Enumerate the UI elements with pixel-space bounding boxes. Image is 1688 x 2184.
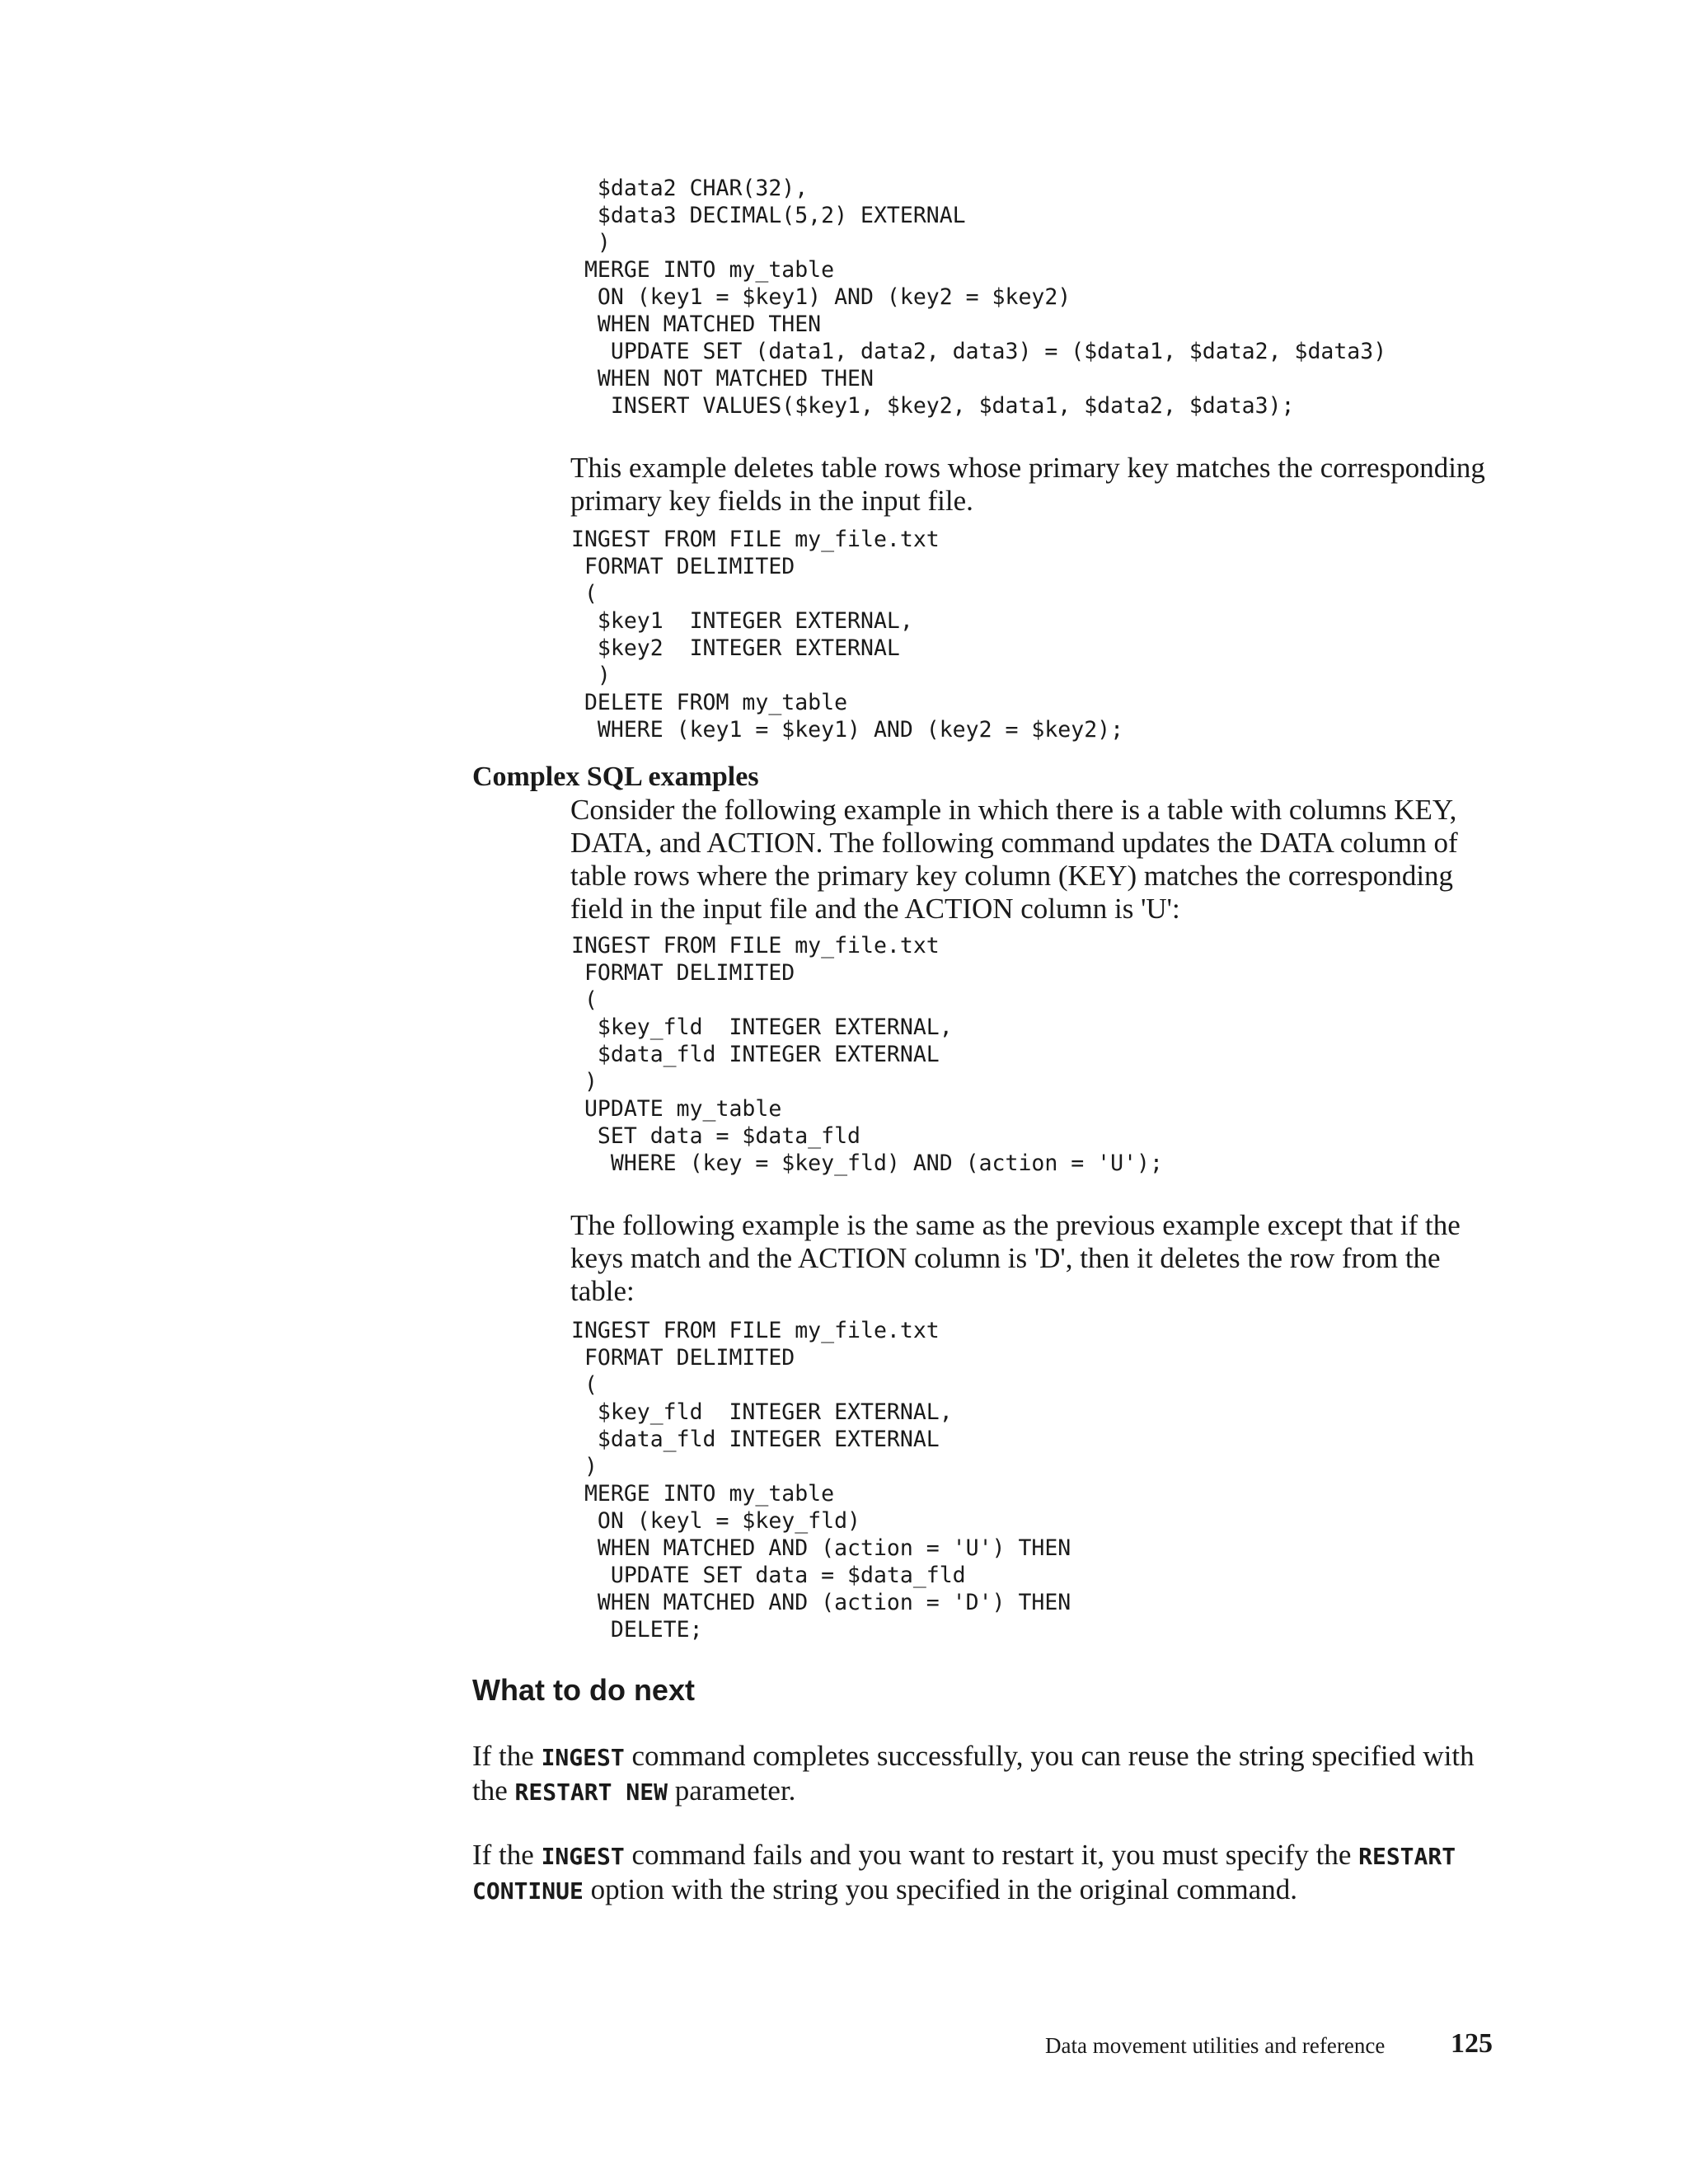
code-block-delete: INGEST FROM FILE my_file.txt FORMAT DELIMITED ( $key1 INTEGER EXTERNAL, $key2 INTEGER EXTERNAL ) DELETE FROM my_table WHERE (key1 = $key1) AND (key2 = $key2); bbox=[571, 527, 1124, 743]
code-block-merge-tail: $data2 CHAR(32), $data3 DECIMAL(5,2) EXTERNAL ) MERGE INTO my_table ON (key1 = $key1) AND (key2 = $key2) WHEN MATCHED THEN UPDATE SET (data1, data2, data3) = ($data1, $data2, $data3) WHEN NOT MATCHED THEN INSERT VALUES($key1, $key2, $data1, $data2, $data3); bbox=[584, 176, 1387, 419]
footer-title: Data movement utilities and reference bbox=[1045, 2033, 1386, 2058]
ingest-keyword: INGEST bbox=[541, 1843, 625, 1870]
restart-continue-keyword: RESTART CONTINUE bbox=[472, 1843, 1456, 1905]
text-segment: parameter. bbox=[667, 1774, 796, 1807]
text-segment: command fails and you want to restart it, you must specify the bbox=[624, 1839, 1359, 1871]
paragraph-next-restart-new bbox=[472, 1740, 1503, 1809]
code-block-update: INGEST FROM FILE my_file.txt FORMAT DELIMITED ( $key_fld INTEGER EXTERNAL, $data_fld INTEGER EXTERNAL ) UPDATE my_table SET data = $data_fld WHERE (key = $key_fld) AND (action = 'U'); bbox=[571, 933, 1163, 1176]
complex-sql-heading: Complex SQL examples bbox=[472, 762, 759, 792]
paragraph-delete-intro: This example deletes table rows whose primary key matches the corresponding primary key fields in the input file. bbox=[570, 452, 1485, 517]
code-block-merge-delete: INGEST FROM FILE my_file.txt FORMAT DELIMITED ( $key_fld INTEGER EXTERNAL, $data_fld INTEGER EXTERNAL ) MERGE INTO my_table ON (keyl = $key_fld) WHEN MATCHED AND (action = 'U') THEN UPDATE SET data = $data_fld WHEN MATCHED AND (action = 'D') THEN DELETE; bbox=[571, 1318, 1071, 1643]
ingest-keyword: INGEST bbox=[541, 1744, 625, 1771]
text-segment: If the bbox=[472, 1839, 542, 1871]
restart-new-keyword: RESTART NEW bbox=[514, 1779, 668, 1806]
page-number: 125 bbox=[1451, 2028, 1493, 2059]
text-segment: If the bbox=[472, 1740, 542, 1772]
paragraph-complex-intro: Consider the following example in which there is a table with columns KEY, DATA, and ACTION. The following command updates the DATA column of table rows where the primary key column (KEY) matches the corresponding field in the input file and the ACTION column is 'U': bbox=[570, 794, 1458, 925]
text-segment: command completes successfully, you can reuse the string specified with the bbox=[472, 1740, 1475, 1807]
paragraph-delete-row: The following example is the same as the previous example except that if the keys match and the ACTION column is 'D', then it deletes the row from the table: bbox=[570, 1209, 1461, 1307]
text-segment: option with the string you specified in the original command. bbox=[583, 1873, 1297, 1905]
paragraph-next-restart-continue bbox=[472, 1839, 1503, 1908]
what-to-do-next-heading: What to do next bbox=[472, 1673, 695, 1707]
